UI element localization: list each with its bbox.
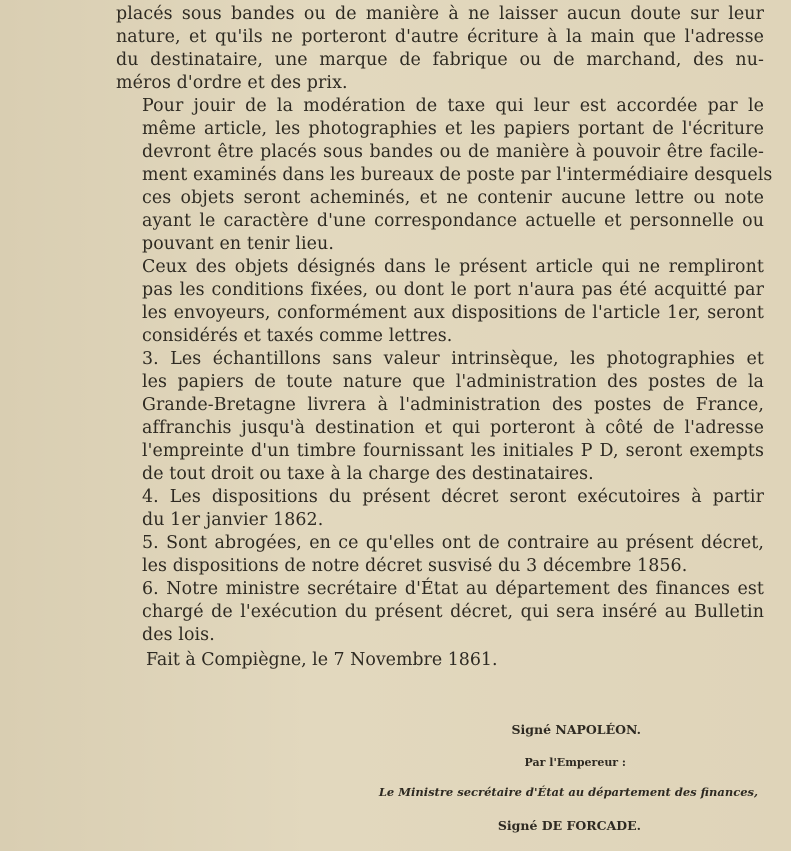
text-line: devront être placés sous bandes ou de manière à pouvoir être facile- <box>142 142 764 162</box>
text-line: les dispositions de notre décret susvisé du 3 décembre 1856. <box>142 556 688 576</box>
text-line: du destinataire, une marque de fabrique ou de marchand, des nu- <box>116 50 764 70</box>
text-line: ment examinés dans les bureaux de poste par l'intermédiaire desquels <box>142 165 773 185</box>
paragraph <box>116 3 764 95</box>
text-line: les papiers de toute nature que l'administration des postes de la <box>142 372 764 392</box>
paragraph <box>116 486 764 532</box>
text-line: méros d'ordre et des prix. <box>116 73 348 93</box>
text-line: pouvant en tenir lieu. <box>142 234 334 254</box>
text-line: du 1er janvier 1862. <box>142 510 324 530</box>
text-line: ayant le caractère d'une correspondance actuelle et personnelle ou <box>142 211 764 231</box>
text-line: 3. Les échantillons sans valeur intrinsèque, les photographies et <box>142 349 764 369</box>
text-line: chargé de l'exécution du présent décret, qui sera inséré au Bulletin <box>142 602 764 622</box>
text-line: 5. Sont abrogées, en ce qu'elles ont de contraire au présent décret, <box>142 533 764 553</box>
text-line: affranchis jusqu'à destination et qui porteront à côté de l'adresse <box>142 418 764 438</box>
paragraph <box>116 532 764 578</box>
text-line: l'empreinte d'un timbre fournissant les initiales P D, seront exempts <box>142 441 764 461</box>
signature-napoleon: Signé NAPOLÉON. <box>511 722 641 737</box>
paragraph <box>116 256 764 348</box>
text-line: Ceux des objets désignés dans le présent article qui ne rempliront <box>142 257 764 277</box>
text-line: 4. Les dispositions du présent décret seront exécutoires à partir <box>142 487 764 507</box>
text-line: même article, les photographies et les papiers portant de l'écriture <box>142 119 764 139</box>
text-line: les envoyeurs, conformément aux dispositions de l'article 1er, seront <box>142 303 764 323</box>
closing-line: Fait à Compiègne, le 7 Novembre 1861. <box>146 650 498 670</box>
signature-par-empereur: Par l'Empereur : <box>524 756 626 769</box>
text-line: de tout droit ou taxe à la charge des destinataires. <box>142 464 594 484</box>
paragraph <box>116 95 773 256</box>
text-line: pas les conditions fixées, ou dont le port n'aura pas été acquitté par <box>142 280 764 300</box>
paragraph <box>116 578 764 647</box>
text-line: ces objets seront acheminés, et ne contenir aucune lettre ou note <box>142 188 764 208</box>
text-line: Pour jouir de la modération de taxe qui leur est accordée par le <box>142 96 764 116</box>
text-line: Grande-Bretagne livrera à l'administration des postes de France, <box>142 395 764 415</box>
signature-ministre: Le Ministre secrétaire d'État au département des finances, <box>378 785 758 799</box>
paragraph <box>116 348 764 486</box>
text-line: 6. Notre ministre secrétaire d'État au département des finances est <box>142 579 764 599</box>
text-line: nature, et qu'ils ne porteront d'autre écriture à la main que l'adresse <box>116 27 764 47</box>
text-line: considérés et taxés comme lettres. <box>142 326 453 346</box>
text-line: placés sous bandes ou de manière à ne laisser aucun doute sur leur <box>116 4 764 24</box>
signature-forcade: Signé DE FORCADE. <box>497 818 641 833</box>
text-line: des lois. <box>142 625 215 645</box>
decree-body <box>116 3 773 647</box>
